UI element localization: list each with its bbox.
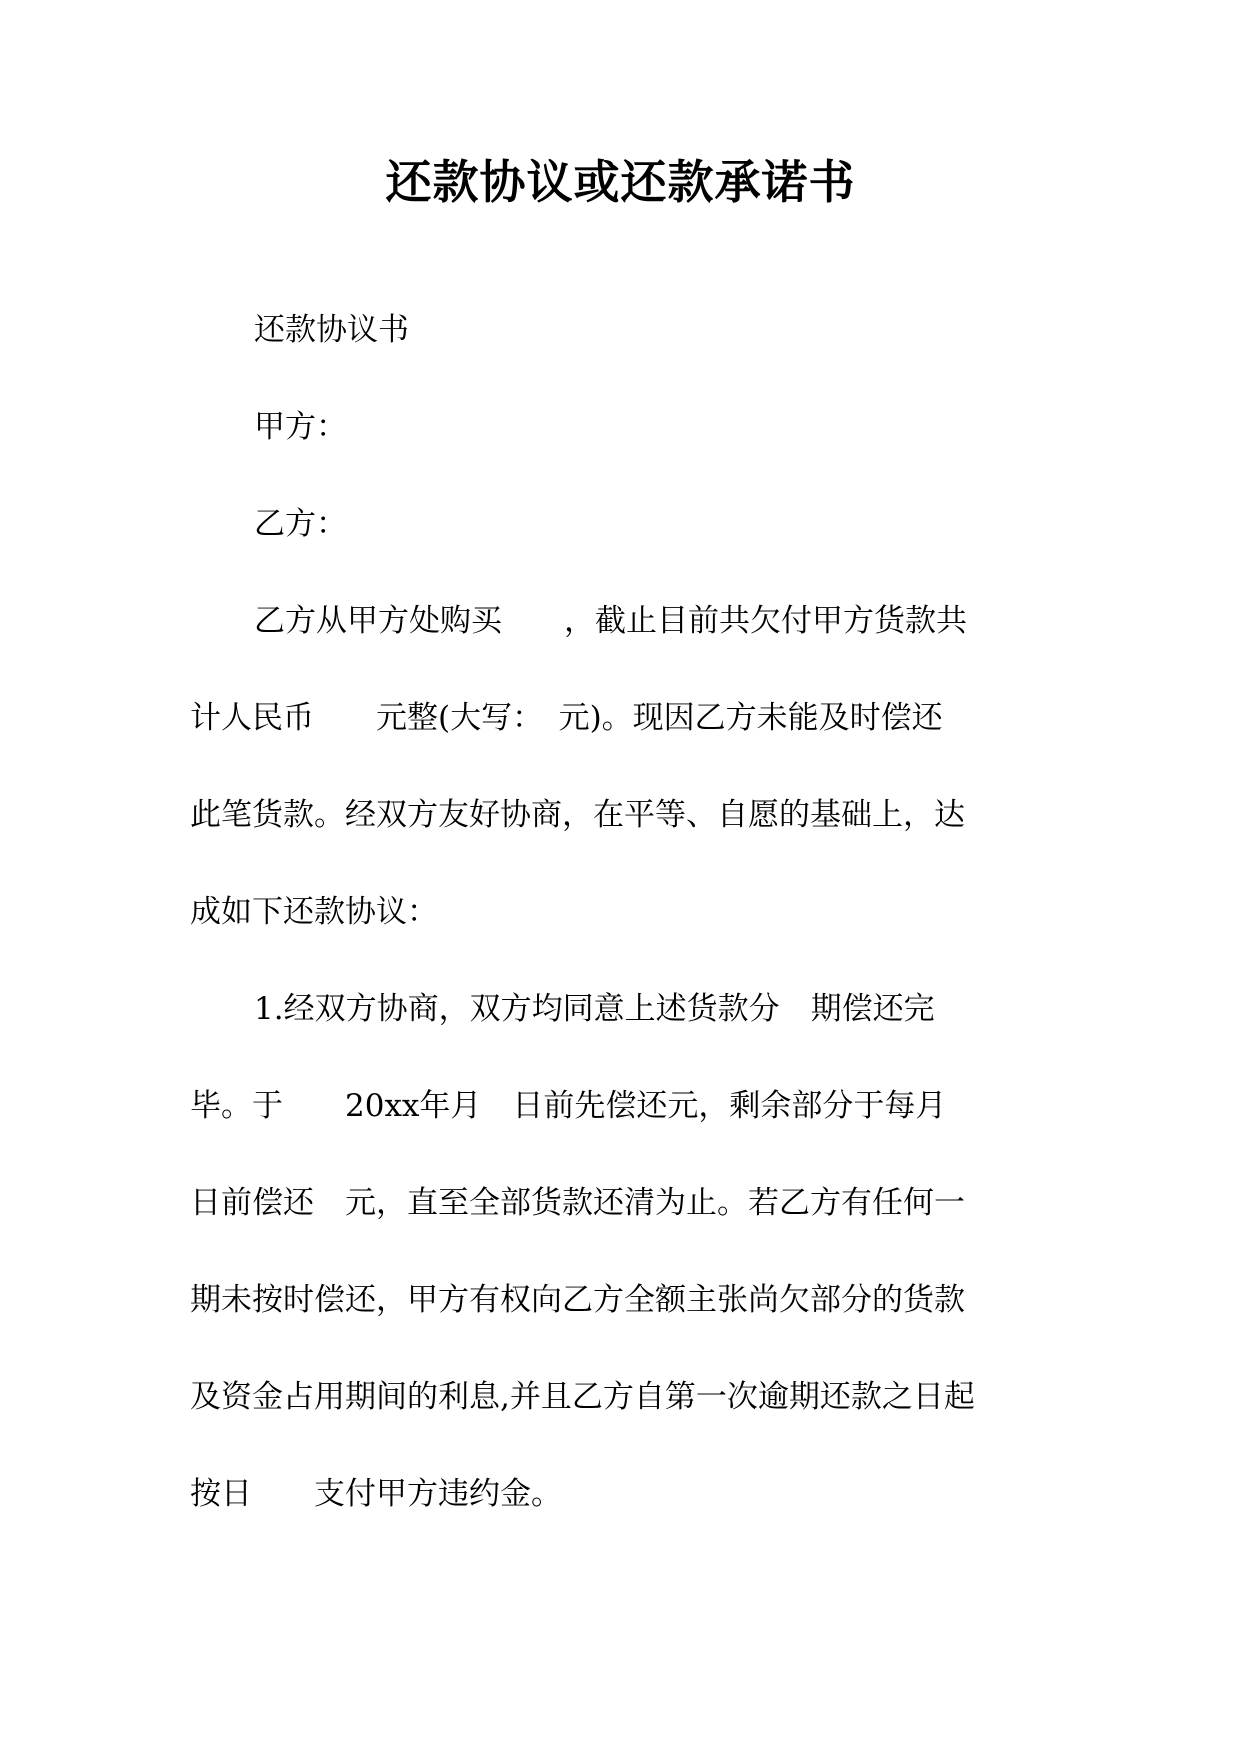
- clause-line: 期未按时偿还，甲方有权向乙方全额主张尚欠部分的货款: [190, 1282, 965, 1318]
- party-a-label: 甲方：: [254, 409, 347, 445]
- clause-line: 按日 支付甲方违约金。: [190, 1476, 562, 1512]
- party-b-label: 乙方：: [254, 506, 347, 542]
- body-line: 计人民币 元整(大写： 元)。现因乙方未能及时偿还: [190, 700, 943, 736]
- document-title: 还款协议或还款承诺书: [385, 155, 856, 209]
- body-line: 乙方从甲方处购买 ，截止目前共欠付甲方货款共: [254, 603, 967, 639]
- clause-line: 1.经双方协商，双方均同意上述货款分 期偿还完: [254, 991, 935, 1027]
- agreement-heading: 还款协议书: [254, 312, 409, 348]
- body-line: 成如下还款协议：: [190, 894, 438, 930]
- clause-line: 及资金占用期间的利息,并且乙方自第一次逾期还款之日起: [190, 1379, 975, 1415]
- body-line: 此笔货款。经双方友好协商，在平等、自愿的基础上，达: [190, 797, 965, 833]
- clause-line: 毕。于 20xx年月 日前先偿还元，剩余部分于每月: [190, 1088, 947, 1124]
- clause-line: 日前偿还 元，直至全部货款还清为止。若乙方有任何一: [190, 1185, 965, 1221]
